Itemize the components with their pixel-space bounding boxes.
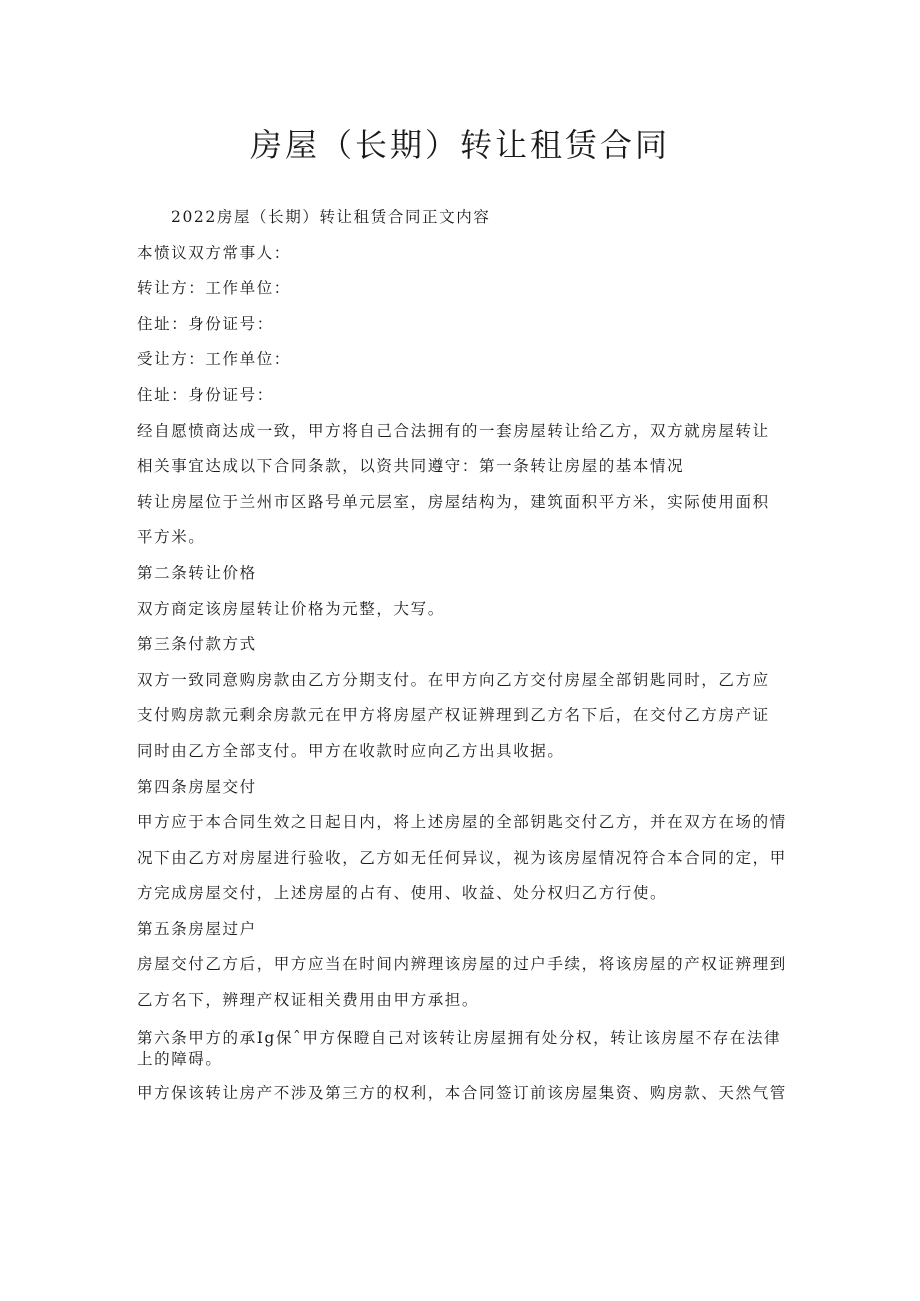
paragraph-line: 况下由乙方对房屋进行验收，乙方如无任何异议，视为该房屋情况符合本合同的定，甲 (137, 848, 787, 867)
paragraph-line: 甲方应于本合同生效之日起日内，将上述房屋的全部钥匙交付乙方，并在双方在场的情 (137, 813, 787, 832)
paragraph-line: 相关事宜达成以下合同条款，以资共同遵守：第一条转让房屋的基本情况 (137, 457, 685, 476)
paragraph-line: 同时由乙方全部支付。甲方在收款时应向乙方出具收据。 (137, 741, 565, 760)
transferor-line: 转让方：工作单位： (137, 279, 291, 298)
transferee-address-line: 住址：身份证号： (137, 385, 274, 404)
article-heading: 第六条甲方的承Ig保ˆ甲方保瞪自己对该转让房屋拥有处分权，转让该房屋不存在法律 (137, 1028, 782, 1047)
paragraph-line: 双方一致同意购房款由乙方分期支付。在甲方向乙方交付房屋全部钥匙同时，乙方应 (137, 670, 770, 689)
document-title: 房屋（长期）转让租赁合同 (249, 126, 670, 164)
intro-line: 2022房屋（长期）转让租赁合同正文内容 (171, 208, 491, 226)
paragraph-line: 经自愿愤商达成一致，甲方将自己合法拥有的一套房屋转让给乙方，双方就房屋转让 (137, 421, 770, 440)
paragraph-line: 乙方名下，辨理产权证相关费用由甲方承担。 (137, 991, 480, 1010)
article-heading: 第三条付款方式 (137, 635, 257, 654)
paragraph-line: 房屋交付乙方后，甲方应当在时间内辨理该房屋的过户手续，将该房屋的产权证辨理到 (137, 955, 787, 974)
document-body (137, 200, 787, 1111)
parties-heading: 本愤议双方常事人： (137, 243, 291, 262)
article-heading: 第二条转让价格 (137, 563, 257, 582)
paragraph-line: 方完成房屋交付，上述房屋的占有、使用、收益、处分权归乙方行使。 (137, 884, 668, 903)
paragraph-line: 支付购房款元剩余房款元在甲方将房屋产权证辨理到乙方名下后，在交付乙方房产证 (137, 706, 770, 725)
paragraph-line: 甲方保该转让房产不涉及第三方的权利，本合同签订前该房屋集资、购房款、天然气管 (137, 1083, 787, 1102)
transferee-line: 受让方：工作单位： (137, 350, 291, 369)
paragraph-line: 上的障碍。 (137, 1049, 223, 1068)
article-heading: 第五条房屋过户 (137, 919, 257, 938)
transferor-address-line: 住址：身份证号： (137, 314, 274, 333)
paragraph-line: 平方米。 (137, 528, 206, 547)
article-heading: 第四条房屋交付 (137, 777, 257, 796)
paragraph-line: 转让房屋位于兰州市区路号单元层室，房屋结构为，建筑面积平方米，实际使用面积 (137, 492, 770, 511)
paragraph-line: 双方商定该房屋转让价格为元整，大写。 (137, 599, 445, 618)
